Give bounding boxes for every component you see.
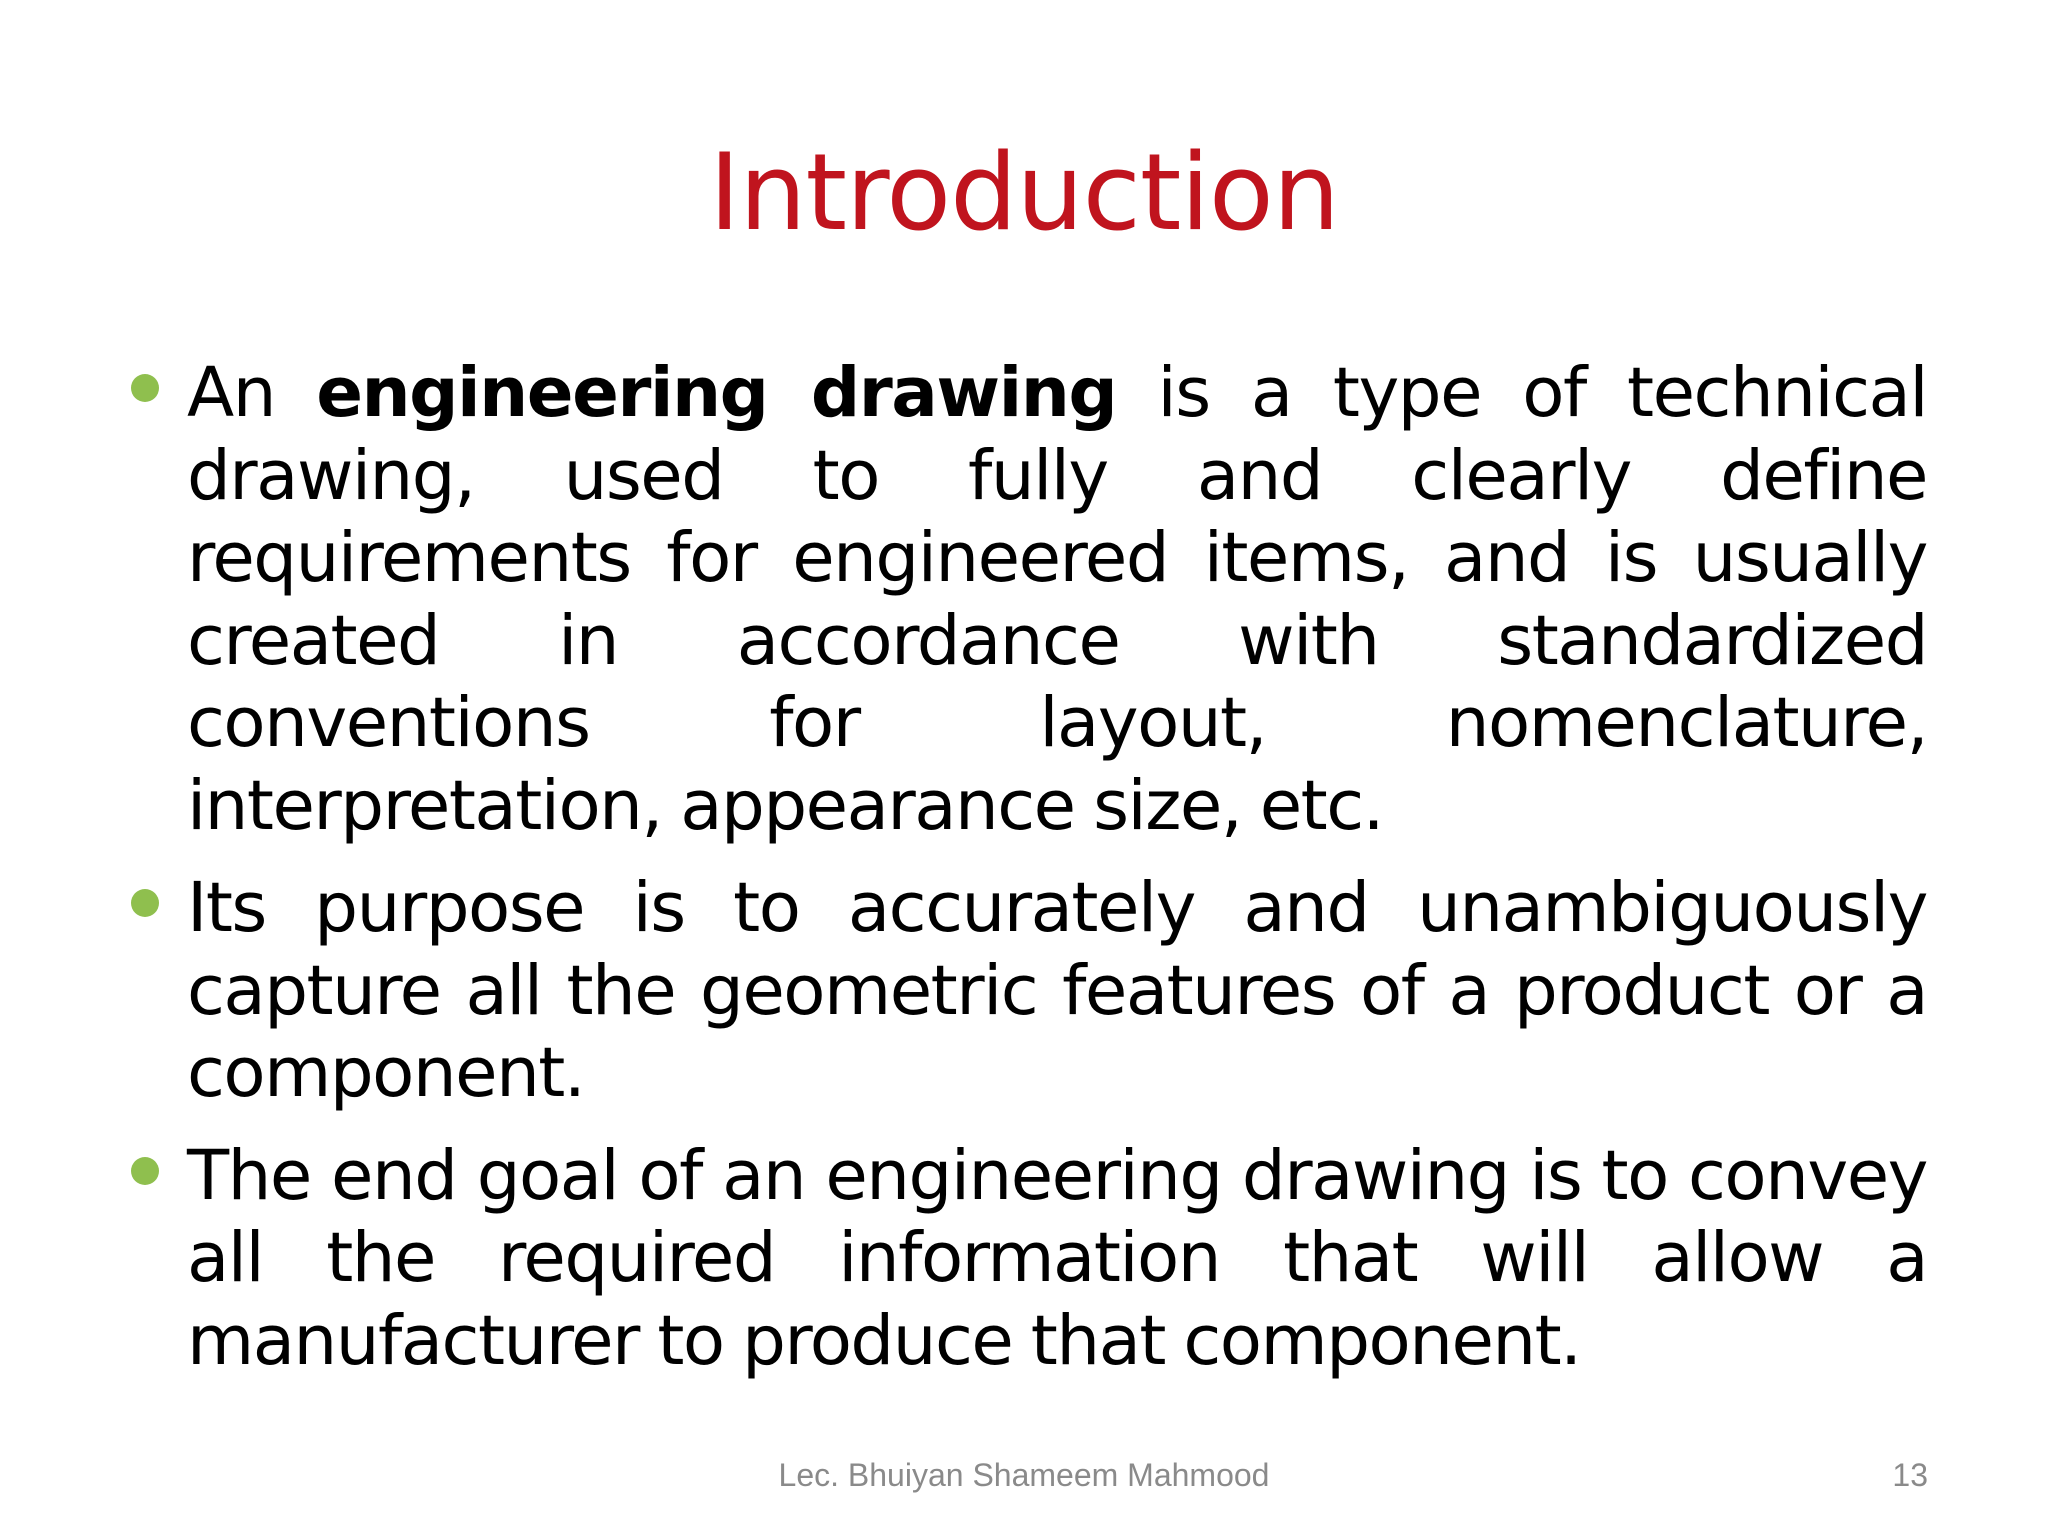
bullet-dot-icon: [131, 889, 159, 917]
bullet-1-pre: An: [187, 353, 317, 433]
bullet-3-text: The end goal of an engineering drawing is to convey all the required information that will allow a manufacturer to produce that component.: [187, 1135, 1927, 1381]
bullet-item-3: [187, 1135, 1927, 1383]
bullet-1-post: is a type of technical drawing, used to fully and clearly define requirements for engineered items, and is usually created in accordance with standardized conventions for layout, nomenclature, interpretation, appearance size, etc.: [187, 353, 1927, 846]
bullet-dot-icon: [131, 1157, 159, 1185]
footer-page-number: 13: [1892, 1457, 1928, 1493]
footer-author: Lec. Bhuiyan Shameem Mahmood: [778, 1457, 1270, 1493]
bullet-2-text: Its purpose is to accurately and unambiguously capture all the geometric features of a product or a component.: [187, 868, 1927, 1113]
bullet-dot-icon: [131, 374, 159, 402]
slide-title: Introduction: [709, 131, 1339, 254]
bullet-1-bold-term: engineering drawing: [316, 353, 1117, 433]
bullet-list: [187, 352, 1927, 1402]
bullet-item-1: [187, 352, 1927, 847]
bullet-item-2: [187, 867, 1927, 1115]
